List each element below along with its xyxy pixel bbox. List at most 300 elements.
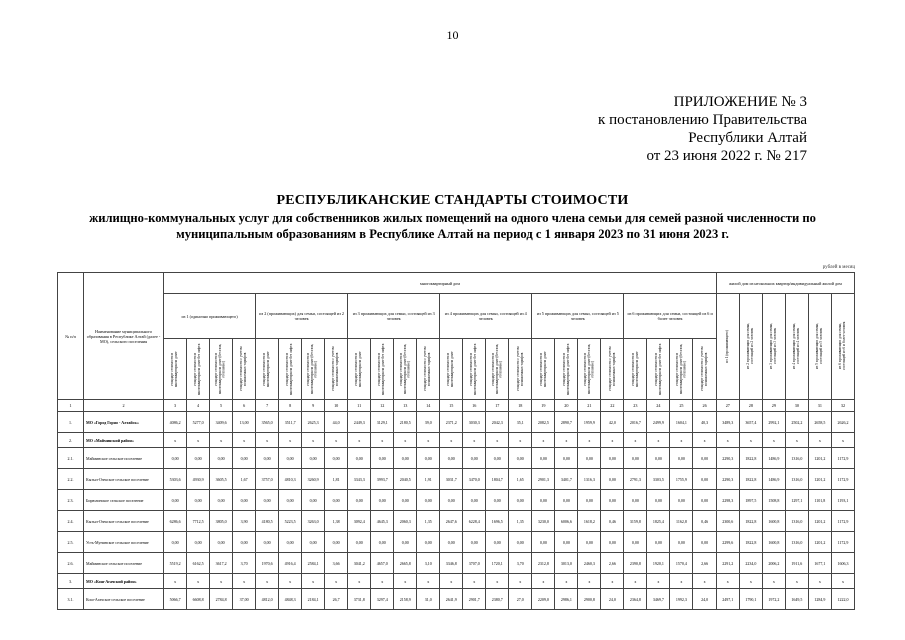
row-value: 0,00 [279, 532, 302, 553]
column-number: 7 [256, 400, 279, 412]
row-mo-name: Кызыл-Озекское сельское поселение [84, 469, 164, 490]
header-apartment-col-text: стандарт стоимости в многоквартирном доме (без газа, отопление) [306, 343, 319, 394]
row-value: 1677,1 [808, 553, 831, 574]
row-value: 0,00 [233, 448, 256, 469]
header-apartment-col-text: стандарт стоимости в многоквартирном доме без лифта [193, 342, 202, 395]
row-value: 3470,0 [463, 469, 486, 490]
header-apartment-col-text: стандарт стоимости в многоквартирном доме [630, 350, 639, 387]
row-value: 3757,0 [256, 469, 279, 490]
row-value: х [463, 574, 486, 589]
row-value: 0,00 [463, 448, 486, 469]
row-value: 2312,8 [532, 553, 555, 574]
row-value: 4086,2 [164, 412, 187, 433]
row-value: 0,00 [624, 448, 647, 469]
row-value: 3260,9 [302, 469, 325, 490]
row-number: 2.2. [58, 469, 84, 490]
row-value: 0,00 [256, 532, 279, 553]
row-value: х [578, 433, 601, 448]
row-value: 3031,7 [440, 469, 463, 490]
column-number: 19 [532, 400, 555, 412]
column-number: 23 [624, 400, 647, 412]
row-value: 1201,2 [808, 469, 831, 490]
row-value: 5066,7 [164, 589, 187, 610]
row-mo-name: Усть-Мунинское сельское поселение [84, 532, 164, 553]
row-value: 1822,8 [739, 511, 762, 532]
row-value: х [831, 574, 854, 589]
header-mo-name: Наименование муниципального образования в Республике Алтай (далее - МО), сельского поселения [84, 273, 164, 400]
row-value: 3511,7 [279, 412, 302, 433]
row-value: 6162,5 [187, 553, 210, 574]
row-value: х [394, 574, 417, 589]
row-value: 3605,5 [210, 469, 233, 490]
row-value: х [325, 433, 348, 448]
row-value: 0,00 [256, 448, 279, 469]
header-apartment-col [302, 339, 325, 400]
appendix-line-1: ПРИЛОЖЕНИЕ № 3 [673, 94, 807, 110]
row-value: х [647, 433, 670, 448]
row-value: 2647,6 [440, 511, 463, 532]
row-value: 2901,7 [463, 589, 486, 610]
row-value: 2380,7 [486, 589, 509, 610]
table-row [58, 448, 855, 469]
header-apartment-col [670, 339, 693, 400]
row-value: х [417, 433, 440, 448]
row-value: х [601, 433, 624, 448]
header-apartment-col [394, 339, 417, 400]
row-value: 1201,2 [808, 511, 831, 532]
row-value: 0,00 [624, 532, 647, 553]
row-value: 6006,6 [555, 511, 578, 532]
row-value: 0,00 [693, 469, 716, 490]
row-value: 2209,0 [532, 589, 555, 610]
row-value: 0,46 [601, 511, 624, 532]
row-value: 1162,8 [670, 511, 693, 532]
header-house-col-text: из 5 проживающих для семьи, состоящей из 5 человек [815, 322, 823, 370]
header-subgroup: из 1 (одиночно проживающего) [164, 294, 256, 339]
row-value: х [739, 574, 762, 589]
row-value: 24,0 [693, 589, 716, 610]
row-value: х [233, 574, 256, 589]
header-apartment-col-text: стандарт стоимости в многоквартирном доме без лифта [469, 342, 478, 395]
row-value: 1,65 [509, 469, 532, 490]
header-group-apartment: многоквартирный дом [164, 273, 717, 294]
header-apartment-col [325, 339, 348, 400]
header-row-1 [58, 273, 855, 294]
row-value: 1201,2 [808, 448, 831, 469]
column-number: 12 [371, 400, 394, 412]
row-value: 3993,7 [371, 469, 394, 490]
row-value: х [555, 433, 578, 448]
row-value: х [279, 574, 302, 589]
row-mo-name: Майминское сельское поселение [84, 553, 164, 574]
row-value: 2784,8 [210, 589, 233, 610]
row-value: 0,00 [601, 490, 624, 511]
row-value: 40,3 [693, 412, 716, 433]
row-value: 0,00 [348, 448, 371, 469]
row-value: 4930,9 [187, 469, 210, 490]
units-note: рублей в месяц [822, 265, 855, 270]
header-apartment-col-text: стандарт стоимости с учетом пониженных тарифов [607, 346, 616, 391]
row-value: 0,00 [601, 469, 624, 490]
row-value: х [463, 433, 486, 448]
row-value: 1911,6 [785, 553, 808, 574]
header-apartment-col-text: стандарт стоимости с учетом пониженных тарифов [423, 346, 432, 391]
header-house-col-text: из 3 проживающих для семьи, состоящей из 3 человек [769, 322, 777, 370]
row-value: 0,00 [302, 532, 325, 553]
row-value: 3,70 [509, 553, 532, 574]
row-value: 0,00 [371, 490, 394, 511]
row-value: 0,00 [670, 490, 693, 511]
row-value: 3617,2 [210, 553, 233, 574]
header-apartment-col-text: стандарт стоимости в многоквартирном доме (без газа, отопление) [398, 343, 411, 394]
row-value: х [532, 574, 555, 589]
row-value: 2,66 [693, 553, 716, 574]
table-row [58, 511, 855, 532]
row-value: х [440, 574, 463, 589]
row-value: 0,00 [187, 490, 210, 511]
row-value: 3129,1 [371, 412, 394, 433]
row-value: 0,00 [486, 448, 509, 469]
row-value: х [187, 433, 210, 448]
row-value: х [670, 433, 693, 448]
row-value: х [210, 574, 233, 589]
header-apartment-col-text: стандарт стоимости в многоквартирном доме (без газа, отопление) [490, 343, 503, 394]
row-value: х [555, 574, 578, 589]
row-value: 2158,9 [394, 589, 417, 610]
row-value: 0,00 [509, 532, 532, 553]
header-apartment-col [578, 339, 601, 400]
column-number: 9 [302, 400, 325, 412]
row-value: 1,91 [417, 469, 440, 490]
row-value: х [716, 574, 739, 589]
row-value: 0,00 [187, 532, 210, 553]
row-value: 3,10 [417, 553, 440, 574]
row-value: 1172,9 [831, 469, 854, 490]
row-value: 26,7 [325, 589, 348, 610]
row-value: 37,00 [233, 589, 256, 610]
row-value: 0,00 [440, 448, 463, 469]
row-value: х [394, 433, 417, 448]
column-number: 31 [808, 400, 831, 412]
row-number: 2.3. [58, 490, 84, 511]
row-value: 27,0 [509, 589, 532, 610]
row-value: 3805,0 [210, 511, 233, 532]
row-value: х [486, 433, 509, 448]
row-value: 1972,2 [762, 589, 785, 610]
header-apartment-col [601, 339, 624, 400]
row-value: 3,90 [233, 511, 256, 532]
row-value: 2449,3 [348, 412, 371, 433]
row-value: х [325, 574, 348, 589]
header-subgroup: из 4 проживающих для семьи, состоящей из 4 человек [440, 294, 532, 339]
row-value: 44,0 [325, 412, 348, 433]
row-value: 3230,0 [532, 511, 555, 532]
row-value: х [762, 433, 785, 448]
column-number: 16 [463, 400, 486, 412]
row-value: 0,00 [325, 532, 348, 553]
row-value: 1172,9 [831, 511, 854, 532]
column-number: 6 [233, 400, 256, 412]
standards-table [57, 272, 855, 610]
row-number: 2.4. [58, 511, 84, 532]
column-number: 3 [164, 400, 187, 412]
row-value: 1822,8 [739, 448, 762, 469]
column-number: 15 [440, 400, 463, 412]
row-value: 2665,8 [394, 553, 417, 574]
row-value: 0,00 [509, 490, 532, 511]
row-value: 4645,3 [371, 511, 394, 532]
row-value: 2460,3 [578, 553, 601, 574]
column-number: 11 [348, 400, 371, 412]
row-value: 3731,8 [348, 589, 371, 610]
row-value: 1201,2 [808, 532, 831, 553]
row-value: 2290,3 [716, 469, 739, 490]
row-value: 0,00 [279, 448, 302, 469]
row-value: 0,00 [647, 490, 670, 511]
row-value: 1,38 [325, 511, 348, 532]
row-value: 2390,8 [624, 553, 647, 574]
row-value: 3565,0 [256, 412, 279, 433]
row-value: 2502,2 [785, 412, 808, 433]
header-apartment-col-text: стандарт стоимости в многоквартирном доме без лифта [653, 342, 662, 395]
row-value: 1,81 [325, 469, 348, 490]
row-value: 1920,1 [647, 553, 670, 574]
header-subgroup: из 5 проживающих для семьи, состоящей из 5 человек [532, 294, 624, 339]
row-value: 5277,0 [187, 412, 210, 433]
row-number: 2.5. [58, 532, 84, 553]
row-value: х [187, 574, 210, 589]
row-value: х [348, 433, 371, 448]
row-value: х [785, 574, 808, 589]
header-row-2 [58, 294, 855, 339]
row-value: 2364,8 [624, 589, 647, 610]
document-title: РЕСПУБЛИКАНСКИЕ СТАНДАРТЫ СТОИМОСТИ [276, 193, 629, 208]
row-value: 4848,3 [279, 589, 302, 610]
row-mo-name: МО «Майминский район» [84, 433, 164, 448]
row-value: 2016,7 [624, 412, 647, 433]
header-apartment-col [624, 339, 647, 400]
row-value: 0,00 [233, 532, 256, 553]
row-value: 0,00 [670, 532, 693, 553]
row-value: 31,0 [417, 589, 440, 610]
column-number-row [58, 400, 855, 412]
header-apartment-col-text: стандарт стоимости с учетом пониженных тарифов [699, 346, 708, 391]
row-value: 0,00 [532, 490, 555, 511]
row-value: 1600,8 [762, 532, 785, 553]
row-mo-name: МО «Город Горно - Алтайск» [84, 412, 164, 433]
header-house-col-text: из 4 проживающих для семьи, состоящей из 4 человек [792, 322, 800, 370]
row-value: 0,00 [463, 532, 486, 553]
header-apartment-col-text: стандарт стоимости в многоквартирном доме [262, 350, 271, 387]
header-group-house: жилой дом из нескольких квартир/индивидуальный жилой дом [716, 273, 854, 294]
row-value: 1755,9 [670, 469, 693, 490]
row-value: 2234,0 [739, 553, 762, 574]
row-value: х [808, 574, 831, 589]
header-apartment-col [509, 339, 532, 400]
row-value: 2180,5 [394, 412, 417, 433]
row-value: 0,00 [578, 448, 601, 469]
row-value: 0,00 [601, 532, 624, 553]
table-row [58, 490, 855, 511]
row-value: 3343,3 [348, 469, 371, 490]
column-number: 8 [279, 400, 302, 412]
column-number: 10 [325, 400, 348, 412]
row-value: 0,00 [486, 532, 509, 553]
row-value: 1316,3 [578, 469, 601, 490]
row-value: х [693, 574, 716, 589]
row-value: 1297,1 [785, 490, 808, 511]
column-number: 27 [716, 400, 739, 412]
row-value: 1172,9 [831, 448, 854, 469]
row-value: 0,00 [348, 490, 371, 511]
header-subgroup: из 6 проживающих для семьи, состоящей из 6 и более человек [624, 294, 716, 339]
row-value: 2290,3 [716, 448, 739, 469]
header-apartment-col [279, 339, 302, 400]
row-value: х [670, 574, 693, 589]
header-apartment-col-text: стандарт стоимости в многоквартирном доме (без газа, отопление) [214, 343, 226, 394]
row-value: 3469,7 [647, 589, 670, 610]
row-value: 2584,1 [302, 553, 325, 574]
header-house-col [716, 294, 739, 400]
header-apartment-col-text: стандарт стоимости в многоквартирном доме (без газа, отопление) [582, 343, 595, 394]
row-value: 2641,9 [440, 589, 463, 610]
row-value: 0,00 [647, 448, 670, 469]
row-value: 3297,4 [371, 589, 394, 610]
header-house-col-text: из 6 проживающих для семьи, состоящей из 6 и более человек [838, 321, 846, 371]
header-apartment-col [187, 339, 210, 400]
column-number: 24 [647, 400, 670, 412]
row-value: 3489,3 [716, 412, 739, 433]
row-value: 0,00 [348, 532, 371, 553]
row-value: 0,00 [394, 532, 417, 553]
row-value: 2497,1 [716, 589, 739, 610]
appendix-line-4: от 23 июня 2022 г. № 217 [646, 148, 807, 164]
row-value: 1804,7 [486, 469, 509, 490]
row-value: 4657,0 [371, 553, 394, 574]
row-value: х [371, 574, 394, 589]
row-value: х [578, 574, 601, 589]
row-value: х [348, 574, 371, 589]
row-value: 3041,2 [348, 553, 371, 574]
row-value: 0,00 [417, 448, 440, 469]
row-value: х [785, 433, 808, 448]
row-value: 0,00 [187, 448, 210, 469]
row-value: 2,66 [601, 553, 624, 574]
header-apartment-col-text: стандарт стоимости в многоквартирном доме [354, 350, 363, 387]
row-value: х [647, 574, 670, 589]
row-value: х [164, 433, 187, 448]
column-number: 13 [394, 400, 417, 412]
row-value: х [693, 433, 716, 448]
page-number: 10 [446, 28, 459, 42]
row-value: 0,00 [463, 490, 486, 511]
row-value: х [509, 433, 532, 448]
row-value: 42,0 [601, 412, 624, 433]
row-value: 1486,9 [762, 448, 785, 469]
row-value: 0,00 [647, 532, 670, 553]
row-mo-name: Кызыл-Озекское сельское поселение [84, 511, 164, 532]
row-value: 1604,1 [670, 412, 693, 433]
column-number: 5 [210, 400, 233, 412]
header-house-col [785, 294, 808, 400]
row-value: 0,00 [555, 532, 578, 553]
row-value: 5519,2 [164, 553, 187, 574]
table-row [58, 433, 855, 448]
row-value: 1897,5 [739, 490, 762, 511]
table-row [58, 412, 855, 433]
row-value: 0,00 [417, 490, 440, 511]
header-num: № п/п [58, 273, 84, 400]
row-value: 2986,1 [555, 589, 578, 610]
row-value: 0,00 [302, 490, 325, 511]
header-subgroup: из 3 проживающих для семьи, состоящей из 3 человек [348, 294, 440, 339]
header-apartment-col [693, 339, 716, 400]
row-value: 0,00 [578, 532, 601, 553]
row-value: 1316,0 [785, 532, 808, 553]
column-number: 29 [762, 400, 785, 412]
row-mo-name: Кош-Агачское сельское поселение [84, 589, 164, 610]
row-value: 1970,6 [256, 553, 279, 574]
column-number: 21 [578, 400, 601, 412]
row-value: 1600,8 [762, 511, 785, 532]
column-number: 32 [831, 400, 854, 412]
row-number: 2.1. [58, 448, 84, 469]
row-value: 2299,6 [716, 532, 739, 553]
row-value: 1172,9 [831, 532, 854, 553]
row-value: 2890,7 [555, 412, 578, 433]
row-number: 2. [58, 433, 84, 448]
row-number: 2.6. [58, 553, 84, 574]
row-value: 6608,8 [187, 589, 210, 610]
header-apartment-col-text: стандарт стоимости в многоквартирном доме [170, 350, 179, 387]
table-row [58, 469, 855, 490]
row-value: 1508,8 [762, 490, 785, 511]
row-value: 2371,2 [440, 412, 463, 433]
row-value: х [256, 433, 279, 448]
header-apartment-col [532, 339, 555, 400]
column-number: 28 [739, 400, 762, 412]
row-value: 1790,1 [739, 589, 762, 610]
row-value: 35,1 [509, 412, 532, 433]
row-value: 0,00 [693, 490, 716, 511]
row-value: 3092,4 [348, 511, 371, 532]
row-value: 1570,4 [670, 553, 693, 574]
header-apartment-col [348, 339, 371, 400]
column-number: 1 [58, 400, 84, 412]
row-value: 3159,8 [624, 511, 647, 532]
row-value: 1486,9 [762, 469, 785, 490]
row-value: 0,00 [210, 490, 233, 511]
row-value: х [233, 433, 256, 448]
row-value: 0,00 [532, 448, 555, 469]
row-value: 1316,0 [785, 511, 808, 532]
row-value: х [808, 433, 831, 448]
row-value: 1,67 [233, 469, 256, 490]
row-value: х [164, 574, 187, 589]
row-value: 2626,2 [831, 412, 854, 433]
row-value: 2658,5 [808, 412, 831, 433]
document-subtitle: жилищно-коммунальных услуг для собственников жилых помещений на одного члена семьи для семей разной численности по муниципальным образованиям в Республике Алтай на период с 1 января 2023 по 31 июня 2023 г. [89, 211, 816, 241]
row-value: 1101,8 [808, 490, 831, 511]
row-value: 0,00 [302, 448, 325, 469]
row-value: 0,00 [486, 490, 509, 511]
row-value: х [256, 574, 279, 589]
row-mo-name: Бирюлинское сельское поселение [84, 490, 164, 511]
header-house-col-text: из 1 (проживающего) [724, 329, 729, 363]
row-value: 3263,0 [302, 511, 325, 532]
row-value: 0,00 [555, 448, 578, 469]
row-mo-name: Майминское сельское поселение [84, 448, 164, 469]
